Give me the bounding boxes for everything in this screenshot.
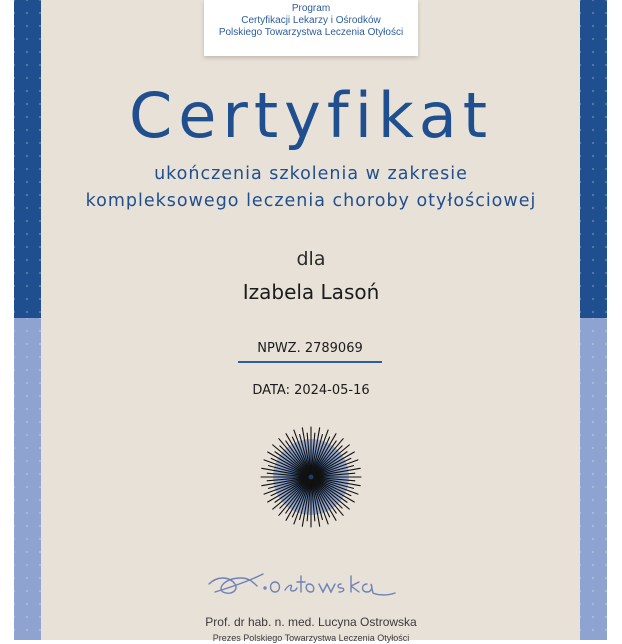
certificate-subtitle-line-2: kompleksowego leczenia choroby otyłościowej: [85, 191, 537, 211]
signatory-role: Prezes Polskiego Towarzystwa Leczenia Otyłości: [212, 633, 410, 643]
program-header-tab: [204, 0, 418, 56]
signatory-name: Prof. dr hab. n. med. Lucyna Ostrowska: [205, 615, 417, 629]
recipient-name: Izabela Lasoń: [242, 280, 380, 304]
program-line-3: Polskiego Towarzystwa Leczenia Otyłości: [218, 27, 404, 38]
npwz-number: NPWZ. 2789069: [238, 340, 382, 363]
left-border-light-band: [14, 318, 41, 640]
certificate-title: Certyfikat: [128, 79, 494, 152]
handwritten-signature: [205, 566, 400, 602]
sunburst-emblem-icon: [256, 422, 366, 532]
certificate-subtitle-line-1: ukończenia szkolenia w zakresie: [154, 164, 468, 184]
program-line-2: Certyfikacji Lekarzy i Ośrodków: [241, 15, 381, 26]
for-label: dla: [296, 248, 326, 270]
issue-date: DATA: 2024-05-16: [252, 383, 370, 398]
right-border-light-band: [580, 318, 607, 640]
program-line-1: Program: [291, 3, 331, 14]
